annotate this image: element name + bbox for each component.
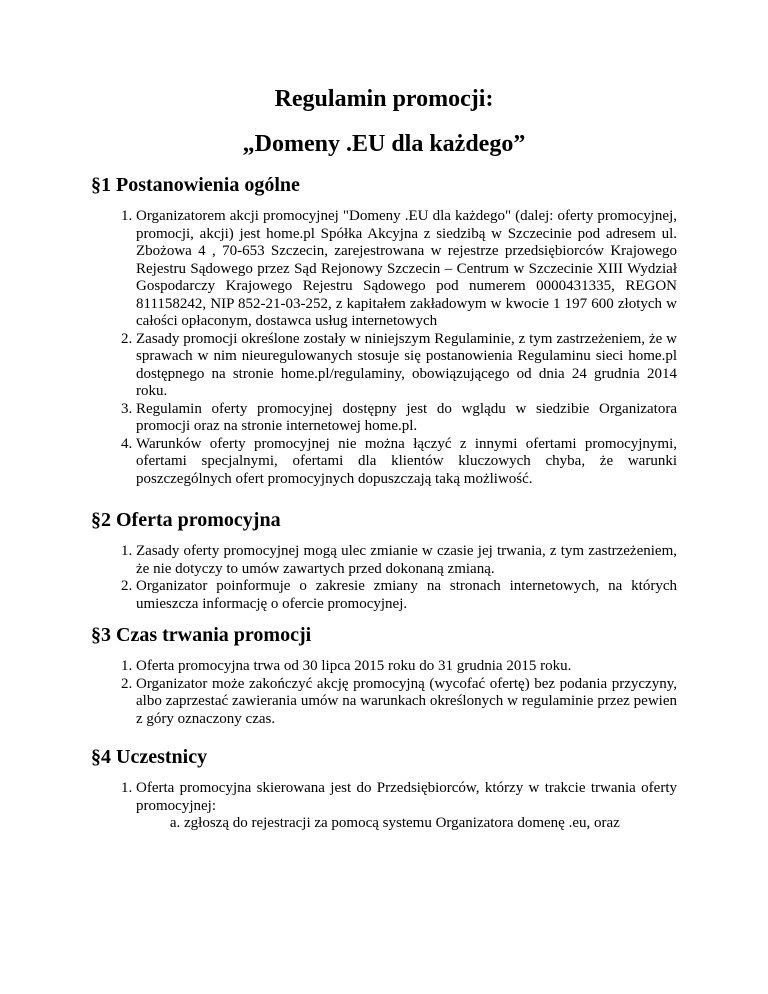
list-item: 2. Zasady promocji określone zostały w niniejszym Regulaminie, z tym zastrzeżeniem, że w sprawach w nim nieuregulowanych stosuje się postanowienia Regulaminu sieci home.pl dostępnego na stronie home.pl/regulaminy, obowiązującego od dnia 24 grudnia 2014 roku. <box>136 331 677 401</box>
list-item: 2. Organizator może zakończyć akcję promocyjną (wycofać ofertę) bez podania przyczyny, albo zaprzestać zawierania umów na warunkach określonych w regulaminie przez pewien z góry oznaczony czas. <box>136 676 677 729</box>
section-2 <box>91 507 677 613</box>
list-item: 1. Organizatorem akcji promocyjnej "Domeny .EU dla każdego" (dalej: oferty promocyjnej, promocji, akcji) jest home.pl Spółka Akcyjna z siedzibą w Szczecinie pod adresem ul. Zbożowa 4 , 70-653 Szczecin, zarejestrowana w rejestrze przedsiębiorców Krajowego Rejestru Sądowego przez Sąd Rejonowy Szczecin – Centrum w Szczecinie XIII Wydział Gospodarczy Krajowego Rejestru Sądowego pod numerem 0000431335, REGON 811158242, NIP 852-21-03-252, z kapitałem zakładowym w kwocie 1 197 600 złotych w całości opłaconym, dostawca usług internetowych <box>136 208 677 331</box>
list-item: 3. Regulamin oferty promocyjnej dostępny jest do wglądu w siedzibie Organizatora promocji oraz na stronie internetowej home.pl. <box>136 401 677 436</box>
list-item <box>136 780 677 833</box>
sub-list-item: a. zgłoszą do rejestracji za pomocą systemu Organizatora domenę .eu, oraz <box>184 815 677 833</box>
document-title: Regulamin promocji: <box>274 86 494 112</box>
section-list <box>91 658 677 728</box>
section-list <box>91 780 677 833</box>
section-list <box>91 208 677 488</box>
list-item: 1. Zasady oferty promocyjnej mogą ulec zmianie w czasie jej trwania, z tym zastrzeżeniem, że nie dotyczy to umów zawartych przed dokonaną zmianą. <box>136 543 677 578</box>
section-heading: §1 Postanowienia ogólne <box>91 174 300 196</box>
list-item: 2. Organizator poinformuje o zakresie zmiany na stronach internetowych, na których umieszcza informację o ofercie promocyjnej. <box>136 578 677 613</box>
section-3 <box>91 622 677 728</box>
section-1 <box>91 172 677 488</box>
sub-list <box>136 815 677 833</box>
section-list <box>91 543 677 613</box>
section-heading: §3 Czas trwania promocji <box>91 624 312 646</box>
list-item: 1. Oferta promocyjna trwa od 30 lipca 2015 roku do 31 grudnia 2015 roku. <box>136 658 677 676</box>
section-heading: §2 Oferta promocyjna <box>91 509 281 531</box>
list-item-text: Oferta promocyjna skierowana jest do Przedsiębiorców, którzy w trakcie trwania oferty promocyjnej: <box>136 780 677 814</box>
section-4 <box>91 744 677 833</box>
list-item: 4. Warunków oferty promocyjnej nie można łączyć z innymi ofertami promocyjnymi, ofertami specjalnymi, ofertami dla klientów kluczowych chyba, że warunki poszczególnych ofert promocyjnych dopuszczają taką możliwość. <box>136 436 677 489</box>
document-subtitle: „Domeny .EU dla każdego” <box>242 131 526 157</box>
section-heading: §4 Uczestnicy <box>91 746 208 768</box>
